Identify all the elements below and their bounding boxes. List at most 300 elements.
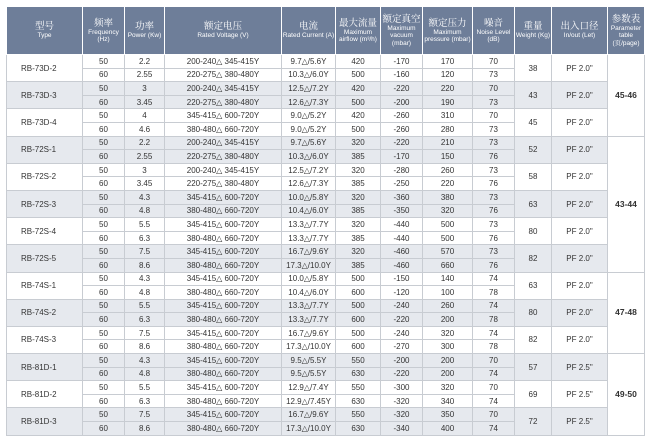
noise-cell: 73 — [473, 163, 515, 177]
header-rated-current — [282, 7, 336, 55]
noise-cell: 74 — [473, 299, 515, 313]
parameter-page-cell: 49-50 — [608, 354, 645, 436]
vacuum-cell: -360 — [381, 190, 423, 204]
voltage-cell: 345-415△ 600-720Y — [165, 326, 282, 340]
power-cell: 4.3 — [125, 190, 165, 204]
table-row — [7, 408, 645, 422]
power-cell: 2.55 — [125, 150, 165, 164]
port-cell: PF 2.0" — [552, 82, 608, 109]
header-type — [7, 7, 83, 55]
airflow-cell: 550 — [336, 408, 381, 422]
pressure-cell: 320 — [423, 381, 473, 395]
current-cell: 9.0△/5.2Y — [282, 109, 336, 123]
voltage-cell: 220-275△ 380-480Y — [165, 95, 282, 109]
power-cell: 4 — [125, 109, 165, 123]
current-cell: 12.6△/7.3Y — [282, 177, 336, 191]
airflow-cell: 320 — [336, 245, 381, 259]
frequency-cell: 60 — [83, 258, 125, 272]
pressure-cell: 200 — [423, 367, 473, 381]
header-noise-level — [473, 7, 515, 55]
current-cell: 10.4△/6.0Y — [282, 286, 336, 300]
parameter-page-cell: 47-48 — [608, 272, 645, 354]
vacuum-cell: -120 — [381, 286, 423, 300]
spec-table-container — [6, 6, 644, 436]
table-row — [7, 299, 645, 313]
vacuum-cell: -220 — [381, 367, 423, 381]
noise-cell: 78 — [473, 286, 515, 300]
frequency-cell: 60 — [83, 68, 125, 82]
model-cell: RB-74S-2 — [7, 299, 83, 326]
power-cell: 3.45 — [125, 177, 165, 191]
vacuum-cell: -240 — [381, 299, 423, 313]
port-cell: PF 2.0" — [552, 272, 608, 299]
header-weight — [515, 7, 552, 55]
vacuum-cell: -220 — [381, 313, 423, 327]
model-cell: RB-72S-5 — [7, 245, 83, 272]
vacuum-cell: -350 — [381, 204, 423, 218]
frequency-cell: 50 — [83, 190, 125, 204]
airflow-cell: 385 — [336, 150, 381, 164]
weight-cell: 72 — [515, 408, 552, 435]
noise-cell: 73 — [473, 68, 515, 82]
vacuum-cell: -320 — [381, 394, 423, 408]
header-cn-label: 额定电压 — [203, 21, 242, 33]
power-cell: 3 — [125, 163, 165, 177]
noise-cell: 73 — [473, 122, 515, 136]
voltage-cell: 200-240△ 345-415Y — [165, 82, 282, 96]
port-cell: PF 2.0" — [552, 245, 608, 272]
vacuum-cell: -340 — [381, 422, 423, 436]
weight-cell: 45 — [515, 109, 552, 136]
frequency-cell: 60 — [83, 313, 125, 327]
header-en-label: Parameter table (页/page) — [610, 24, 642, 47]
header-en-label: Weight (Kg) — [515, 32, 551, 40]
power-cell: 4.3 — [125, 272, 165, 286]
weight-cell: 63 — [515, 190, 552, 217]
pressure-cell: 120 — [423, 68, 473, 82]
header-en-label: Power (Kw) — [127, 32, 162, 40]
current-cell: 17.3△/10.0Y — [282, 422, 336, 436]
vacuum-cell: -440 — [381, 231, 423, 245]
header-row — [7, 7, 645, 55]
model-cell: RB-72S-3 — [7, 190, 83, 217]
power-cell: 6.3 — [125, 313, 165, 327]
pressure-cell: 150 — [423, 150, 473, 164]
power-cell: 2.2 — [125, 136, 165, 150]
current-cell: 13.3△/7.7Y — [282, 218, 336, 232]
vacuum-cell: -150 — [381, 272, 423, 286]
port-cell: PF 2.0" — [552, 163, 608, 190]
power-cell: 8.6 — [125, 340, 165, 354]
header-cn-label: 最大流量 — [338, 17, 377, 29]
pressure-cell: 200 — [423, 354, 473, 368]
vacuum-cell: -270 — [381, 340, 423, 354]
table-body — [7, 55, 645, 436]
airflow-cell: 630 — [336, 367, 381, 381]
frequency-cell: 50 — [83, 82, 125, 96]
weight-cell: 82 — [515, 326, 552, 353]
port-cell: PF 2.5" — [552, 381, 608, 408]
pressure-cell: 200 — [423, 313, 473, 327]
vacuum-cell: -250 — [381, 177, 423, 191]
pressure-cell: 140 — [423, 272, 473, 286]
table-row — [7, 190, 645, 204]
noise-cell: 78 — [473, 313, 515, 327]
voltage-cell: 345-415△ 600-720Y — [165, 218, 282, 232]
pressure-cell: 170 — [423, 55, 473, 69]
vacuum-cell: -170 — [381, 55, 423, 69]
current-cell: 17.3△/10.0Y — [282, 258, 336, 272]
power-cell: 5.5 — [125, 381, 165, 395]
voltage-cell: 380-480△ 660-720Y — [165, 367, 282, 381]
voltage-cell: 345-415△ 600-720Y — [165, 408, 282, 422]
noise-cell: 74 — [473, 394, 515, 408]
frequency-cell: 60 — [83, 231, 125, 245]
noise-cell: 70 — [473, 381, 515, 395]
weight-cell: 58 — [515, 163, 552, 190]
frequency-cell: 50 — [83, 381, 125, 395]
power-cell: 4.8 — [125, 367, 165, 381]
pressure-cell: 260 — [423, 163, 473, 177]
noise-cell: 73 — [473, 218, 515, 232]
model-cell: RB-72S-4 — [7, 218, 83, 245]
header-cn-label: 电流 — [298, 21, 318, 33]
voltage-cell: 380-480△ 660-720Y — [165, 204, 282, 218]
frequency-cell: 50 — [83, 354, 125, 368]
table-row — [7, 55, 645, 69]
current-cell: 12.5△/7.2Y — [282, 163, 336, 177]
port-cell: PF 2.0" — [552, 55, 608, 82]
frequency-cell: 60 — [83, 394, 125, 408]
noise-cell: 74 — [473, 367, 515, 381]
port-cell: PF 2.0" — [552, 136, 608, 163]
current-cell: 10.3△/6.0Y — [282, 150, 336, 164]
header-max-airflow — [336, 7, 381, 55]
voltage-cell: 380-480△ 660-720Y — [165, 313, 282, 327]
header-frequency — [83, 7, 125, 55]
model-cell: RB-81D-2 — [7, 381, 83, 408]
airflow-cell: 600 — [336, 340, 381, 354]
voltage-cell: 345-415△ 600-720Y — [165, 299, 282, 313]
voltage-cell: 200-240△ 345-415Y — [165, 136, 282, 150]
airflow-cell: 550 — [336, 381, 381, 395]
header-en-label: In/out (Let) — [563, 32, 596, 40]
port-cell: PF 2.0" — [552, 299, 608, 326]
pressure-cell: 340 — [423, 394, 473, 408]
weight-cell: 82 — [515, 245, 552, 272]
voltage-cell: 380-480△ 660-720Y — [165, 340, 282, 354]
voltage-cell: 220-275△ 380-480Y — [165, 68, 282, 82]
noise-cell: 74 — [473, 422, 515, 436]
airflow-cell: 420 — [336, 55, 381, 69]
pressure-cell: 500 — [423, 231, 473, 245]
frequency-cell: 50 — [83, 408, 125, 422]
weight-cell: 63 — [515, 272, 552, 299]
pressure-cell: 280 — [423, 122, 473, 136]
voltage-cell: 200-240△ 345-415Y — [165, 163, 282, 177]
voltage-cell: 345-415△ 600-720Y — [165, 354, 282, 368]
vacuum-cell: -460 — [381, 258, 423, 272]
header-power — [125, 7, 165, 55]
vacuum-cell: -220 — [381, 136, 423, 150]
header-rated-voltage — [165, 7, 282, 55]
pressure-cell: 260 — [423, 299, 473, 313]
noise-cell: 76 — [473, 231, 515, 245]
current-cell: 9.5△/5.5Y — [282, 367, 336, 381]
noise-cell: 70 — [473, 109, 515, 123]
model-cell: RB-81D-3 — [7, 408, 83, 435]
current-cell: 12.6△/7.3Y — [282, 95, 336, 109]
weight-cell: 52 — [515, 136, 552, 163]
noise-cell: 73 — [473, 190, 515, 204]
header-en-label: Rated Voltage (V) — [197, 32, 249, 40]
airflow-cell: 320 — [336, 218, 381, 232]
current-cell: 10.0△/5.8Y — [282, 190, 336, 204]
pressure-cell: 320 — [423, 326, 473, 340]
airflow-cell: 420 — [336, 82, 381, 96]
frequency-cell: 50 — [83, 109, 125, 123]
power-cell: 8.6 — [125, 422, 165, 436]
power-cell: 2.2 — [125, 55, 165, 69]
vacuum-cell: -220 — [381, 82, 423, 96]
current-cell: 16.7△/9.6Y — [282, 326, 336, 340]
table-header — [7, 7, 645, 55]
airflow-cell: 500 — [336, 272, 381, 286]
table-row — [7, 136, 645, 150]
current-cell: 12.9△/7.4Y — [282, 381, 336, 395]
current-cell: 16.7△/9.6Y — [282, 245, 336, 259]
noise-cell: 76 — [473, 258, 515, 272]
frequency-cell: 60 — [83, 204, 125, 218]
vacuum-cell: -260 — [381, 109, 423, 123]
weight-cell: 80 — [515, 299, 552, 326]
pressure-cell: 320 — [423, 204, 473, 218]
voltage-cell: 380-480△ 660-720Y — [165, 258, 282, 272]
noise-cell: 73 — [473, 95, 515, 109]
header-en-label: Frequency (Hz) — [88, 28, 119, 43]
header-cn-label: 重量 — [523, 21, 543, 33]
vacuum-cell: -260 — [381, 122, 423, 136]
noise-cell: 73 — [473, 245, 515, 259]
airflow-cell: 385 — [336, 231, 381, 245]
current-cell: 13.3△/7.7Y — [282, 299, 336, 313]
noise-cell: 78 — [473, 340, 515, 354]
airflow-cell: 550 — [336, 354, 381, 368]
pressure-cell: 220 — [423, 177, 473, 191]
voltage-cell: 345-415△ 600-720Y — [165, 272, 282, 286]
airflow-cell: 320 — [336, 190, 381, 204]
power-cell: 7.5 — [125, 408, 165, 422]
airflow-cell: 630 — [336, 394, 381, 408]
header-cn-label: 功率 — [134, 21, 154, 33]
pressure-cell: 300 — [423, 340, 473, 354]
port-cell: PF 2.0" — [552, 109, 608, 136]
pressure-cell: 570 — [423, 245, 473, 259]
power-cell: 2.55 — [125, 68, 165, 82]
header-en-label: Maximum pressure (mbar) — [424, 28, 471, 43]
model-cell: RB-72S-2 — [7, 163, 83, 190]
pressure-cell: 310 — [423, 109, 473, 123]
current-cell: 9.5△/5.5Y — [282, 354, 336, 368]
voltage-cell: 345-415△ 600-720Y — [165, 190, 282, 204]
airflow-cell: 385 — [336, 177, 381, 191]
current-cell: 9.0△/5.2Y — [282, 122, 336, 136]
current-cell: 13.3△/7.7Y — [282, 313, 336, 327]
voltage-cell: 380-480△ 660-720Y — [165, 422, 282, 436]
power-cell: 5.5 — [125, 299, 165, 313]
noise-cell: 70 — [473, 55, 515, 69]
model-cell: RB-73D-2 — [7, 55, 83, 82]
parameter-page-cell: 45-46 — [608, 55, 645, 137]
frequency-cell: 60 — [83, 150, 125, 164]
voltage-cell: 220-275△ 380-480Y — [165, 150, 282, 164]
current-cell: 16.7△/9.6Y — [282, 408, 336, 422]
airflow-cell: 500 — [336, 95, 381, 109]
model-cell: RB-73D-3 — [7, 82, 83, 109]
voltage-cell: 380-480△ 660-720Y — [165, 286, 282, 300]
model-cell: RB-74S-1 — [7, 272, 83, 299]
vacuum-cell: -280 — [381, 163, 423, 177]
pressure-cell: 660 — [423, 258, 473, 272]
noise-cell: 74 — [473, 272, 515, 286]
airflow-cell: 320 — [336, 136, 381, 150]
table-row — [7, 326, 645, 340]
header-cn-label: 额定真空 — [382, 13, 421, 25]
voltage-cell: 345-415△ 600-720Y — [165, 109, 282, 123]
current-cell: 17.3△/10.0Y — [282, 340, 336, 354]
power-cell: 8.6 — [125, 258, 165, 272]
voltage-cell: 380-480△ 660-720Y — [165, 231, 282, 245]
power-cell: 6.3 — [125, 394, 165, 408]
port-cell: PF 2.5" — [552, 408, 608, 435]
airflow-cell: 500 — [336, 122, 381, 136]
table-row — [7, 354, 645, 368]
pressure-cell: 400 — [423, 422, 473, 436]
frequency-cell: 50 — [83, 136, 125, 150]
current-cell: 10.3△/6.0Y — [282, 68, 336, 82]
airflow-cell: 420 — [336, 109, 381, 123]
voltage-cell: 200-240△ 345-415Y — [165, 55, 282, 69]
frequency-cell: 50 — [83, 163, 125, 177]
table-row — [7, 245, 645, 259]
frequency-cell: 50 — [83, 245, 125, 259]
header-en-label: Maximum airflow (m³/h) — [339, 28, 377, 43]
frequency-cell: 60 — [83, 177, 125, 191]
airflow-cell: 385 — [336, 258, 381, 272]
power-cell: 6.3 — [125, 231, 165, 245]
power-cell: 4.8 — [125, 204, 165, 218]
power-cell: 4.3 — [125, 354, 165, 368]
vacuum-cell: -160 — [381, 68, 423, 82]
port-cell: PF 2.0" — [552, 218, 608, 245]
pressure-cell: 220 — [423, 82, 473, 96]
noise-cell: 76 — [473, 150, 515, 164]
weight-cell: 43 — [515, 82, 552, 109]
current-cell: 10.0△/5.8Y — [282, 272, 336, 286]
vacuum-cell: -170 — [381, 150, 423, 164]
noise-cell: 70 — [473, 354, 515, 368]
frequency-cell: 50 — [83, 299, 125, 313]
power-cell: 3.45 — [125, 95, 165, 109]
table-row — [7, 82, 645, 96]
airflow-cell: 600 — [336, 286, 381, 300]
noise-cell: 73 — [473, 136, 515, 150]
pressure-cell: 100 — [423, 286, 473, 300]
power-cell: 7.5 — [125, 326, 165, 340]
power-cell: 5.5 — [125, 218, 165, 232]
voltage-cell: 220-275△ 380-480Y — [165, 177, 282, 191]
model-cell: RB-81D-1 — [7, 354, 83, 381]
vacuum-cell: -440 — [381, 218, 423, 232]
header-cn-label: 参数表 — [611, 13, 641, 25]
vacuum-cell: -200 — [381, 354, 423, 368]
current-cell: 13.3△/7.7Y — [282, 231, 336, 245]
vacuum-cell: -300 — [381, 381, 423, 395]
table-row — [7, 381, 645, 395]
vacuum-cell: -460 — [381, 245, 423, 259]
port-cell: PF 2.0" — [552, 326, 608, 353]
airflow-cell: 320 — [336, 163, 381, 177]
noise-cell: 70 — [473, 82, 515, 96]
frequency-cell: 50 — [83, 55, 125, 69]
header-en-label: Rated Current (A) — [282, 32, 335, 40]
noise-cell: 70 — [473, 408, 515, 422]
power-cell: 4.6 — [125, 122, 165, 136]
model-cell: RB-74S-3 — [7, 326, 83, 353]
power-cell: 7.5 — [125, 245, 165, 259]
current-cell: 9.7△/5.6Y — [282, 55, 336, 69]
frequency-cell: 60 — [83, 340, 125, 354]
header-in-out — [552, 7, 608, 55]
header-en-label: Maximum vacuum (mbar) — [387, 24, 416, 47]
voltage-cell: 380-480△ 660-720Y — [165, 394, 282, 408]
voltage-cell: 345-415△ 600-720Y — [165, 381, 282, 395]
noise-cell: 76 — [473, 177, 515, 191]
model-cell: RB-73D-4 — [7, 109, 83, 136]
header-cn-label: 型号 — [34, 21, 54, 33]
airflow-cell: 600 — [336, 313, 381, 327]
weight-cell: 57 — [515, 354, 552, 381]
table-row — [7, 218, 645, 232]
airflow-cell: 500 — [336, 326, 381, 340]
weight-cell: 69 — [515, 381, 552, 408]
table-row — [7, 272, 645, 286]
header-parameter-table — [608, 7, 645, 55]
airflow-cell: 500 — [336, 68, 381, 82]
current-cell: 12.5△/7.2Y — [282, 82, 336, 96]
airflow-cell: 385 — [336, 204, 381, 218]
pressure-cell: 350 — [423, 408, 473, 422]
frequency-cell: 60 — [83, 122, 125, 136]
spec-table — [6, 6, 645, 436]
parameter-page-cell: 43-44 — [608, 136, 645, 272]
frequency-cell: 60 — [83, 95, 125, 109]
header-max-pressure — [423, 7, 473, 55]
header-max-vacuum — [381, 7, 423, 55]
table-row — [7, 163, 645, 177]
header-en-label: Noise Level (dB) — [476, 28, 511, 43]
current-cell: 12.9△/7.45Y — [282, 394, 336, 408]
noise-cell: 76 — [473, 204, 515, 218]
vacuum-cell: -200 — [381, 95, 423, 109]
noise-cell: 74 — [473, 326, 515, 340]
voltage-cell: 345-415△ 600-720Y — [165, 245, 282, 259]
header-cn-label: 频率 — [93, 17, 113, 29]
frequency-cell: 50 — [83, 326, 125, 340]
current-cell: 10.4△/6.0Y — [282, 204, 336, 218]
port-cell: PF 2.5" — [552, 354, 608, 381]
current-cell: 9.7△/5.6Y — [282, 136, 336, 150]
